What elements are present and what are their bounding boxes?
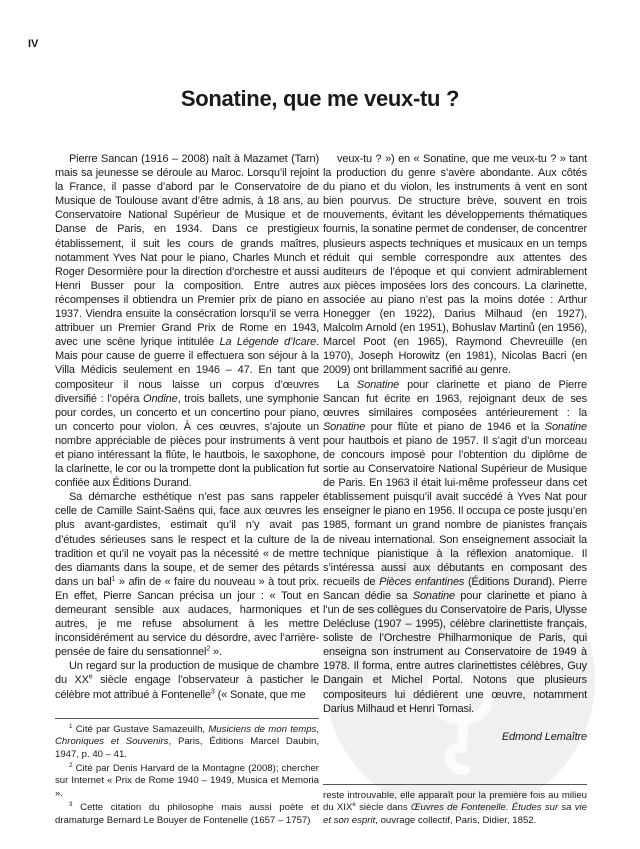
note-reference: 1 (69, 722, 73, 730)
text-run: siècle dans (355, 802, 411, 814)
text-run: La (337, 378, 357, 391)
text-run: Sa démarche esthétique n’est pas sans rappeler celle de Camille Saint-Saëns qui, face aux œuvres les plus avant-gardistes, estimait qu’il n’y avait pas d’études sérieuses sans le respect et la culture de la tradition et qu’il ne voyait pas la nécessité « de mettre des diamants dans la soupe, et de semer des pétards dans un bal (55, 491, 319, 588)
italic-text: Œuvres de Fontenelle. Études sur sa vie et son esprit (323, 802, 588, 826)
note-reference: e (352, 801, 356, 808)
italic-text: Sonatine (412, 589, 455, 602)
text-run: reste introuvable, elle apparaît pour la première fois au milieu du XIX (323, 789, 587, 814)
italic-text: Sonatine (323, 420, 366, 433)
italic-text: Ondine (143, 392, 178, 405)
text-run: Cette citation du philosophe mais aussi poète et dramaturge Bernard Le Bouyer de Fontenelle (1657 – 1757) (55, 802, 319, 826)
text-run: pour clarinette et piano de Pierre Sancan fut écrite en 1963, rejoignant deux de ses œuvres similaires composées antérieurement : la (323, 378, 588, 419)
text-run: (« Sonate, que me (214, 688, 306, 701)
paragraph (55, 763, 319, 800)
paragraph (323, 152, 587, 378)
text-run: , Paris, Éditions Marcel Daubin, 1947, p. 40 – 41. (55, 736, 320, 760)
paragraph (323, 378, 587, 716)
text-run: . Mais pour cause de guerre il effectuera son séjour à la Villa Médicis seulement en 1946 – 47. En tant que compositeur il nous laisse un corpus d’œuvres diversifié : l’opéra (55, 336, 319, 405)
text-run: Pierre Sancan (1916 – 2008) naît à Mazamet (Tarn) mais sa jeunesse se déroule au Maroc. Lorsqu’il rejoint la France, il passe d’abord par le Conservatoire de Musique de Toulouse avant d’être admis, à 18 ans, au Conservatoire National Supérieur de Musique et de Danse de Paris, en 1934. Dans ce prestigieux établissement, il suit les cours de grands maîtres, notamment Yves Nat pour le piano, Charles Munch et Roger Desormière pour la direction d’orchestre et aussi Henri Busser pour la composition. Entre autres récompenses il obtiendra un Premier prix de piano en 1937. Viendra ensuite la consécration lorsqu’il se verra attribuer un Premier Grand Prix de Rome en 1943, avec une scène lyrique intitulée (55, 153, 319, 349)
page-number: IV (28, 38, 39, 50)
article-title: Sonatine, que me veux-tu ? (180, 86, 460, 111)
left-column-wrap (55, 152, 319, 829)
footnotes-right (323, 790, 587, 827)
text-run: , trois ballets, une symphonie pour cordes, un concerto et un concertino pour piano, un concerto pour violon. À ces œuvres, s’ajoute un nombre appréciable de pièces pour instruments à vent et piano intéressant la flûte, le hautbois, le saxophone, la clarinette, le cor ou la trompette dont la publication fut confiée aux Éditions Durand. (55, 392, 319, 490)
paragraph (55, 490, 319, 659)
footnote-rule-left (55, 718, 319, 719)
note-reference: 3 (210, 686, 215, 695)
italic-text: Sonatine (544, 420, 587, 433)
text-run: » afin de « faire du nouveau » à tout prix. En effet, Pierre Sancan précisa un jour : « Tout en demeurant sensible aux audaces, harmoniques et autres, je me refuse absolument à les mettre inconsidérément au service du désordre, avec l’arrière-pensée de faire du sensationnel (55, 575, 319, 659)
footnote-rule-right (323, 784, 587, 785)
text-run: pour hautbois et piano de 1957. Il s’agit d’un morceau de concours imposé pour l’obtention du diplôme de sortie au Conservatoire National Supérieur de Musique de Paris. En 1963 il était lui-même professeur dans cet établissement puisqu’il avait succédé à Yves Nat pour enseigner le piano en 1956. Il occupa ce poste jusqu’en 1985, formant un grand nombre de pianistes français de niveau international. Son enseignement associait la technique pianistique à la réflexion anatomique. Il s’intéressa aussi aux débutants en composant des recueils de (323, 434, 587, 588)
paragraph (323, 790, 587, 827)
text-run: pour flûte et piano de 1946 et la (365, 420, 545, 433)
text-run: Cité par Denis Harvard de la Montagne (2008); chercher sur Internet « Prix de Rome 1940 – 1949, Musica et Memoria ». (55, 762, 319, 799)
note-reference: 1 (111, 574, 116, 583)
note-reference: 2 (69, 761, 73, 769)
paragraph (55, 724, 319, 761)
paragraph (55, 152, 319, 490)
footnotes-left-block (55, 706, 319, 829)
paragraph (55, 659, 319, 701)
text-run: pour clarinette et piano à l’un de ses collègues du Conservatoire de Paris, Ulysse Delécluse (1907 – 1995), célèbre clarinettiste français, soliste de l’Orchestre Philharmonique de Paris, qui enseigna son instrument au Conservatoire de 1949 à 1978. Il forma, entre autres clarinettistes célèbres, Guy Dangain et Michel Portal. Notons que plusieurs compositeurs lui dédièrent une œuvre, notamment Darius Milhaud et Henri Tomasi. (323, 589, 588, 715)
paragraph (55, 802, 319, 827)
footnotes-left (55, 724, 319, 827)
text-run: , ouvrage collectif, Paris, Didier, 1852. (375, 814, 537, 826)
text-run: Cité par Gustave Samazeuilh, (72, 723, 209, 735)
note-reference: e (88, 672, 93, 681)
right-column-wrap (323, 152, 587, 829)
italic-text: Sonatine (356, 378, 400, 391)
footnotes-right-block (323, 772, 587, 829)
italic-text: Pièces enfantines (379, 575, 465, 588)
author-signature: Edmond Lemaître (501, 730, 587, 743)
text-run: (Éditions Durand). Pierre Sancan dédie sa (323, 575, 587, 602)
left-column (55, 152, 319, 702)
note-reference: 2 (206, 644, 211, 653)
right-column (323, 152, 587, 744)
note-reference: 3 (69, 801, 73, 808)
text-run: siècle engage l’observateur à pasticher le célèbre mot attribué à Fontenelle (55, 674, 319, 701)
italic-text: La Légende d’Icare (219, 336, 317, 349)
text-run: ». (210, 646, 222, 659)
italic-text: Musiciens de mon temps, Chroniques et Souvenirs (55, 723, 319, 748)
text-run: veux-tu ? ») en « Sonatine, que me veux-tu ? » tant la production du genre s’avère abondante. Aux côtés du piano et du violon, les instruments à vent en sont bien pourvus. De structure brève, souvent en trois mouvements, évitant les développements thématiques fournis, la sonatine permet de condenser, de concentrer plusieurs aspects techniques et musicaux en un temps réduit qui semble correspondre aux attentes des auditeurs de l’époque et qui convient admirablement aux pièces imposées lors des concours. La clarinette, associée au piano n’est pas la moins dotée : Arthur Honegger (en 1922), Darius Milhaud (en 1927), Malcolm Arnold (en 1951), Bohuslav Martinů (en 1956), Marcel Poot (en 1965), Raymond Chevreuille (en 1970), Joseph Horowitz (en 1981), Nicolas Bacri (en 2009) ont brillamment sacrifié au genre. (323, 153, 587, 377)
text-run: Un regard sur la production de musique de chambre du XX (55, 660, 319, 687)
